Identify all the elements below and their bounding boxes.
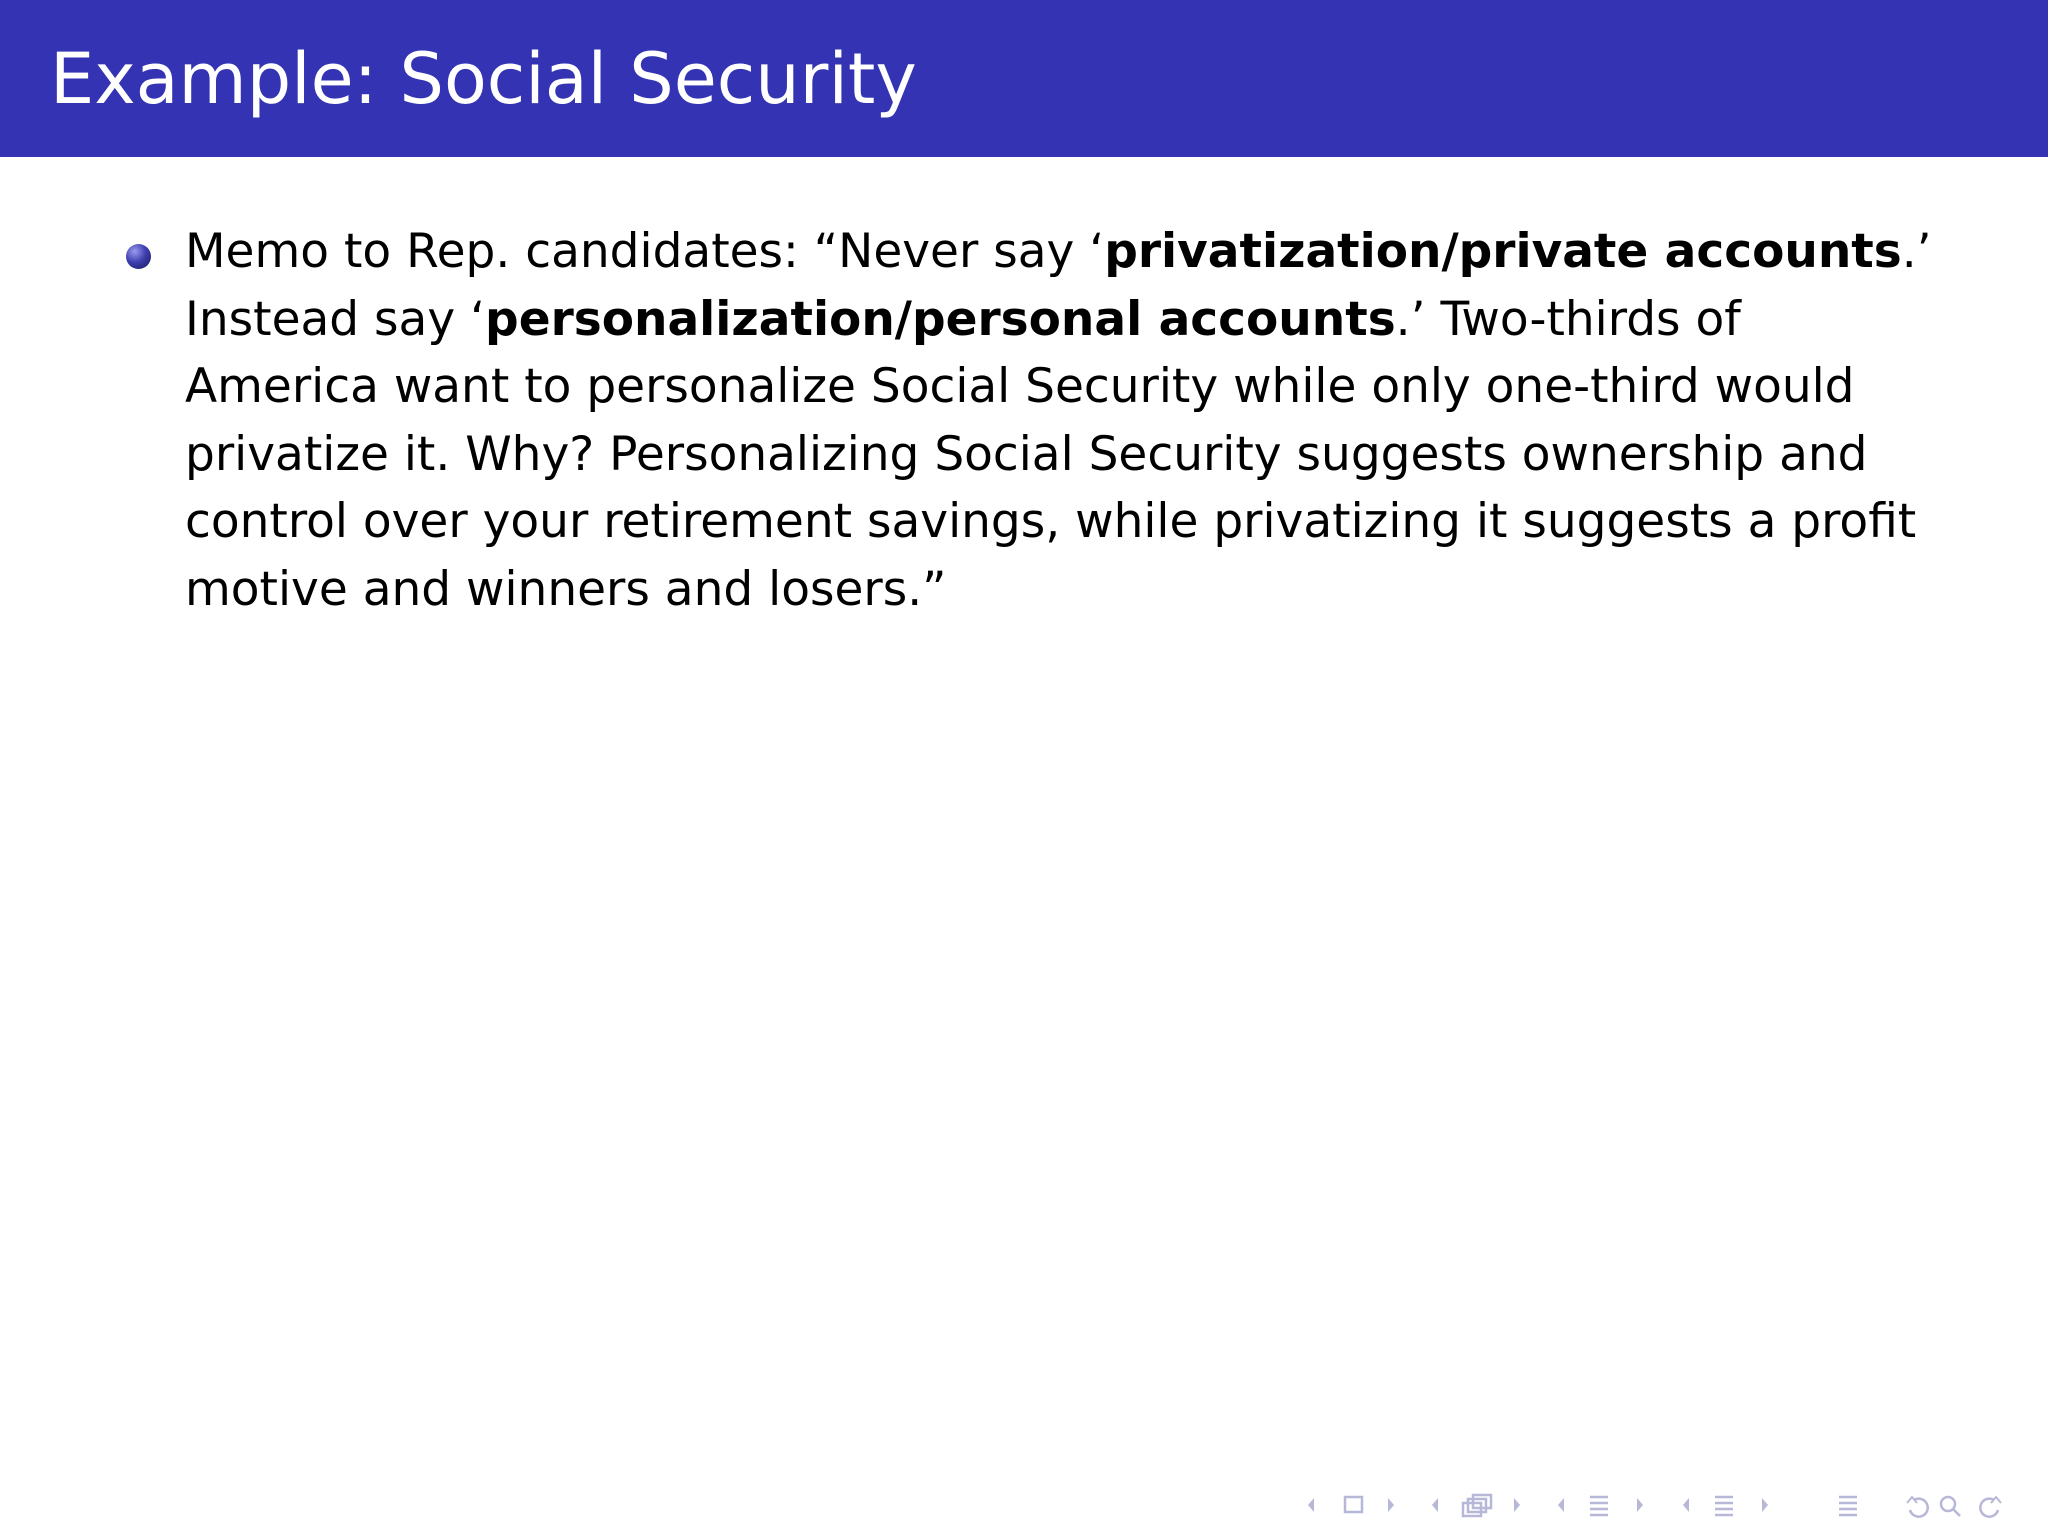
bullet-icon [126, 244, 151, 269]
nav-back-icon[interactable] [1907, 1497, 1928, 1517]
nav-appendix-icon[interactable] [1839, 1497, 1857, 1515]
nav-prev-section-icon[interactable] [1558, 1498, 1564, 1512]
nav-frame-icon[interactable] [1345, 1497, 1362, 1512]
nav-subsection-icon[interactable] [1463, 1495, 1491, 1516]
nav-next-section-icon[interactable] [1637, 1498, 1643, 1512]
nav-next-icon[interactable] [1388, 1498, 1394, 1512]
bullet-text [185, 218, 1940, 623]
bullet-text-bold-part: privatization/private accounts [1104, 224, 1902, 279]
title-bar [0, 0, 2048, 157]
nav-prev-subsection-icon[interactable] [1432, 1498, 1438, 1512]
bullet-text-part: Memo to Rep. candidates: “Never say ‘ [185, 224, 1105, 279]
bullet-item [120, 218, 1940, 623]
nav-search-icon[interactable] [1941, 1497, 1960, 1516]
navigation-icons [1300, 1488, 2040, 1524]
bullet-text-part: .’ Instead say ‘ [185, 224, 1932, 347]
bullet-text-part: .’ Two-thirds of America want to personalize Social Security while only one-third would privatize it. Why? Personalizing Social Security suggests ownership and control over your retirement savings, while privatizing it suggests a profit motive and winners and losers.” [185, 291, 1917, 617]
nav-forward-icon[interactable] [1980, 1497, 2001, 1517]
navigation-bar [1300, 1488, 2040, 1524]
nav-section-icon[interactable] [1590, 1497, 1608, 1515]
nav-prev-document-icon[interactable] [1683, 1498, 1689, 1512]
nav-document-icon[interactable] [1715, 1497, 1733, 1515]
nav-next-document-icon[interactable] [1762, 1498, 1768, 1512]
slide-content [120, 218, 1940, 623]
slide-title: Example: Social Security [50, 38, 917, 120]
nav-next-subsection-icon[interactable] [1514, 1498, 1520, 1512]
bullet-text-bold-part: personalization/personal accounts [485, 291, 1396, 347]
nav-prev-icon[interactable] [1308, 1498, 1314, 1512]
